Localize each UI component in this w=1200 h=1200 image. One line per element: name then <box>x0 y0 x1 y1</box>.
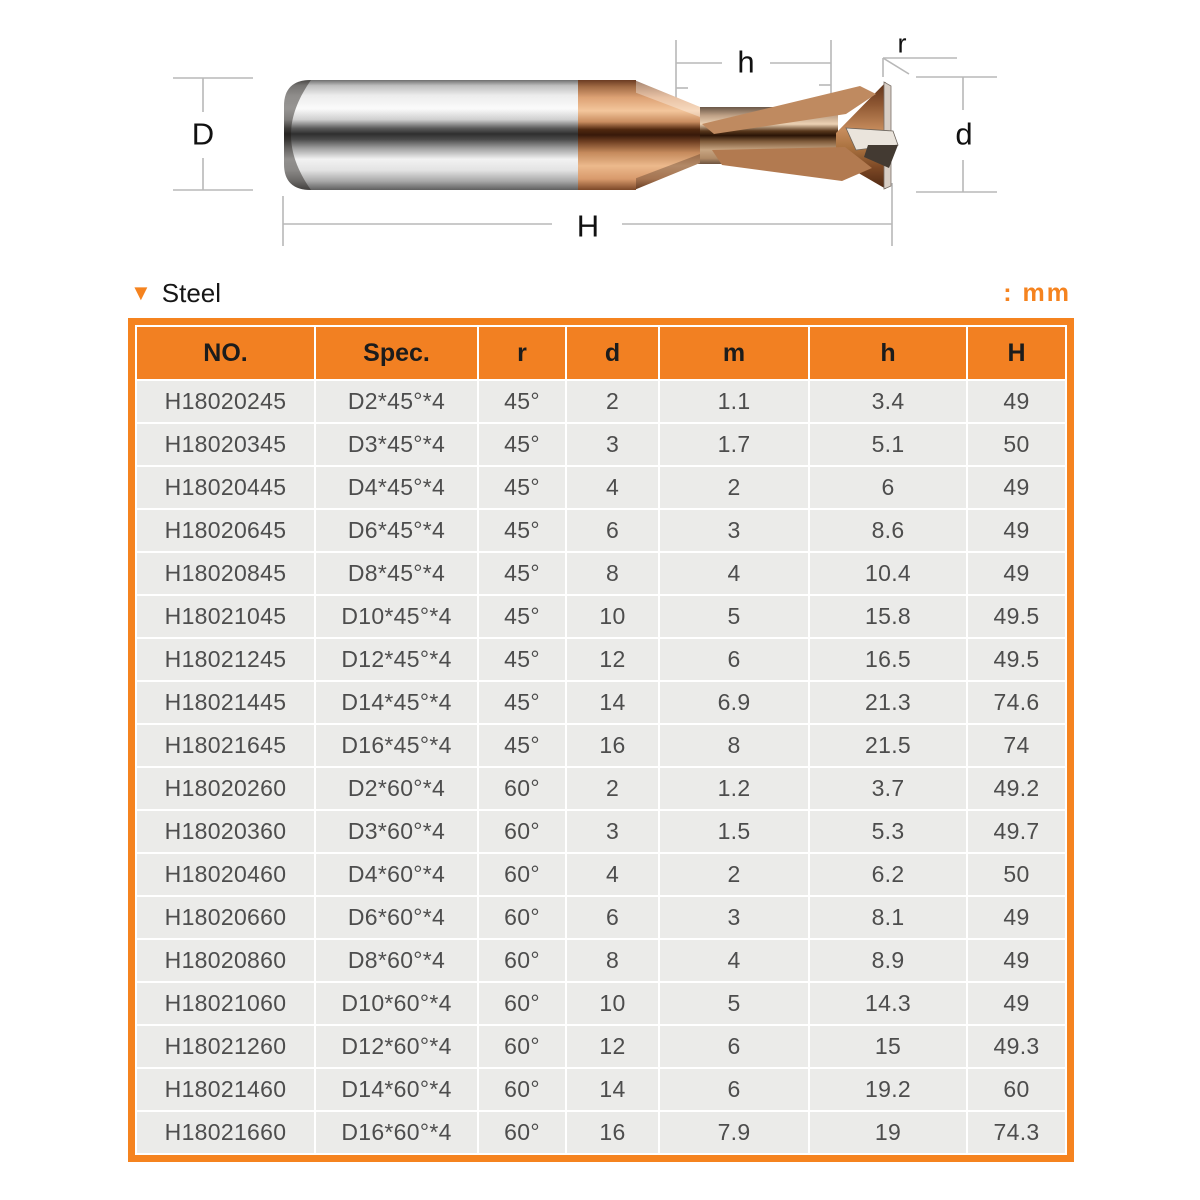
table-cell: H18021660 <box>137 1112 314 1153</box>
table-cell: 5 <box>660 596 808 637</box>
table-cell: 60° <box>479 854 565 895</box>
table-cell: 60° <box>479 768 565 809</box>
table-cell: 2 <box>660 467 808 508</box>
column-header: d <box>567 327 658 379</box>
table-cell: 3 <box>660 897 808 938</box>
table-cell: 4 <box>567 854 658 895</box>
table-cell: D2*60°*4 <box>316 768 477 809</box>
table-cell: 6 <box>567 510 658 551</box>
column-header: r <box>479 327 565 379</box>
table-cell: 3 <box>660 510 808 551</box>
table-cell: H18020645 <box>137 510 314 551</box>
table-cell: 15.8 <box>810 596 966 637</box>
table-cell: H18020360 <box>137 811 314 852</box>
table-cell: 16.5 <box>810 639 966 680</box>
table-cell: 60° <box>479 1026 565 1067</box>
column-header: H <box>968 327 1065 379</box>
table-cell: H18020445 <box>137 467 314 508</box>
table-cell: H18021260 <box>137 1026 314 1067</box>
table-cell: 60° <box>479 1069 565 1110</box>
table-cell: 6 <box>810 467 966 508</box>
table-cell: H18020460 <box>137 854 314 895</box>
table-cell: 19.2 <box>810 1069 966 1110</box>
section-marker-icon: ▼ <box>130 280 152 305</box>
table-cell: 49 <box>968 940 1065 981</box>
table-cell: 60° <box>479 983 565 1024</box>
table-cell: 16 <box>567 1112 658 1153</box>
dim-label-d: d <box>955 116 973 152</box>
table-cell: 14.3 <box>810 983 966 1024</box>
table-cell: 3 <box>567 811 658 852</box>
spec-table-header <box>137 327 1065 379</box>
table-cell: 5 <box>660 983 808 1024</box>
table-cell: H18020845 <box>137 553 314 594</box>
dim-label-H: H <box>576 208 600 244</box>
table-cell: D10*45°*4 <box>316 596 477 637</box>
column-header: NO. <box>137 327 314 379</box>
table-cell: 21.5 <box>810 725 966 766</box>
table-cell: 14 <box>567 1069 658 1110</box>
table-cell: 10 <box>567 983 658 1024</box>
table-cell: 74.3 <box>968 1112 1065 1153</box>
table-cell: 49 <box>968 381 1065 422</box>
table-cell: 8.1 <box>810 897 966 938</box>
table-cell: D12*45°*4 <box>316 639 477 680</box>
table-cell: 19 <box>810 1112 966 1153</box>
table-cell: 45° <box>479 725 565 766</box>
table-cell: 45° <box>479 553 565 594</box>
table-cell: 60 <box>968 1069 1065 1110</box>
table-cell: 8 <box>567 553 658 594</box>
table-cell: 45° <box>479 639 565 680</box>
table-cell: 45° <box>479 467 565 508</box>
unit-label: : mm <box>1003 278 1071 307</box>
table-cell: D2*45°*4 <box>316 381 477 422</box>
table-cell: 4 <box>660 940 808 981</box>
table-cell: 49 <box>968 553 1065 594</box>
column-header: m <box>660 327 808 379</box>
table-cell: 14 <box>567 682 658 723</box>
table-cell: 49.5 <box>968 596 1065 637</box>
table-cell: 2 <box>567 768 658 809</box>
table-cell: 6.2 <box>810 854 966 895</box>
table-cell: H18021045 <box>137 596 314 637</box>
table-cell: 49.7 <box>968 811 1065 852</box>
dim-label-h: h <box>737 44 755 80</box>
table-cell: D12*60°*4 <box>316 1026 477 1067</box>
table-cell: 2 <box>660 854 808 895</box>
table-cell: D10*60°*4 <box>316 983 477 1024</box>
section-title: Steel <box>161 277 222 308</box>
table-cell: 7.9 <box>660 1112 808 1153</box>
table-cell: 6 <box>660 1026 808 1067</box>
table-cell: D6*45°*4 <box>316 510 477 551</box>
column-header: h <box>810 327 966 379</box>
table-cell: 10.4 <box>810 553 966 594</box>
table-cell: D14*45°*4 <box>316 682 477 723</box>
spec-table-body <box>137 381 1065 1153</box>
table-cell: D8*60°*4 <box>316 940 477 981</box>
table-cell: 49.5 <box>968 639 1065 680</box>
table-cell: 60° <box>479 1112 565 1153</box>
table-cell: H18021445 <box>137 682 314 723</box>
table-cell: H18020245 <box>137 381 314 422</box>
table-cell: 49 <box>968 467 1065 508</box>
table-cell: 8.9 <box>810 940 966 981</box>
table-cell: 8.6 <box>810 510 966 551</box>
table-cell: 3.4 <box>810 381 966 422</box>
table-cell: 3 <box>567 424 658 465</box>
dim-label-r: r <box>897 28 907 59</box>
table-cell: 4 <box>567 467 658 508</box>
table-cell: D6*60°*4 <box>316 897 477 938</box>
table-cell: H18021245 <box>137 639 314 680</box>
table-cell: H18021645 <box>137 725 314 766</box>
table-cell: 60° <box>479 897 565 938</box>
table-cell: 49.3 <box>968 1026 1065 1067</box>
table-cell: D16*60°*4 <box>316 1112 477 1153</box>
table-cell: 6 <box>567 897 658 938</box>
table-cell: D4*60°*4 <box>316 854 477 895</box>
table-cell: 74.6 <box>968 682 1065 723</box>
table-cell: 16 <box>567 725 658 766</box>
table-cell: 1.7 <box>660 424 808 465</box>
table-cell: 45° <box>479 381 565 422</box>
table-cell: 74 <box>968 725 1065 766</box>
table-cell: 6.9 <box>660 682 808 723</box>
table-cell: 60° <box>479 940 565 981</box>
table-cell: H18021060 <box>137 983 314 1024</box>
tool-diagram <box>0 0 1200 272</box>
table-cell: 49 <box>968 897 1065 938</box>
table-cell: 50 <box>968 854 1065 895</box>
table-cell: H18020260 <box>137 768 314 809</box>
spec-table <box>128 318 1074 1162</box>
table-cell: 15 <box>810 1026 966 1067</box>
table-cell: 1.1 <box>660 381 808 422</box>
table-caption <box>130 274 1071 312</box>
table-cell: 45° <box>479 510 565 551</box>
table-cell: D16*45°*4 <box>316 725 477 766</box>
table-cell: 45° <box>479 682 565 723</box>
table-cell: 4 <box>660 553 808 594</box>
table-cell: D3*60°*4 <box>316 811 477 852</box>
table-cell: 8 <box>567 940 658 981</box>
table-cell: 49 <box>968 983 1065 1024</box>
table-cell: D4*45°*4 <box>316 467 477 508</box>
table-cell: H18021460 <box>137 1069 314 1110</box>
dim-label-D: D <box>191 116 215 152</box>
table-cell: 50 <box>968 424 1065 465</box>
table-cell: 1.2 <box>660 768 808 809</box>
table-cell: 21.3 <box>810 682 966 723</box>
table-cell: 45° <box>479 596 565 637</box>
table-cell: D8*45°*4 <box>316 553 477 594</box>
table-cell: 45° <box>479 424 565 465</box>
table-cell: 6 <box>660 1069 808 1110</box>
table-cell: 49 <box>968 510 1065 551</box>
table-cell: 5.1 <box>810 424 966 465</box>
table-cell: 3.7 <box>810 768 966 809</box>
table-cell: D3*45°*4 <box>316 424 477 465</box>
table-cell: H18020860 <box>137 940 314 981</box>
dovetail-cutter-illustration <box>0 0 1200 272</box>
table-cell: 49.2 <box>968 768 1065 809</box>
table-cell: 12 <box>567 1026 658 1067</box>
table-cell: 1.5 <box>660 811 808 852</box>
table-cell: 2 <box>567 381 658 422</box>
table-cell: H18020345 <box>137 424 314 465</box>
table-cell: 5.3 <box>810 811 966 852</box>
table-cell: 8 <box>660 725 808 766</box>
table-cell: D14*60°*4 <box>316 1069 477 1110</box>
table-cell: 6 <box>660 639 808 680</box>
table-cell: H18020660 <box>137 897 314 938</box>
cutter-body <box>284 80 898 190</box>
table-cell: 12 <box>567 639 658 680</box>
table-cell: 10 <box>567 596 658 637</box>
column-header: Spec. <box>316 327 477 379</box>
table-cell: 60° <box>479 811 565 852</box>
